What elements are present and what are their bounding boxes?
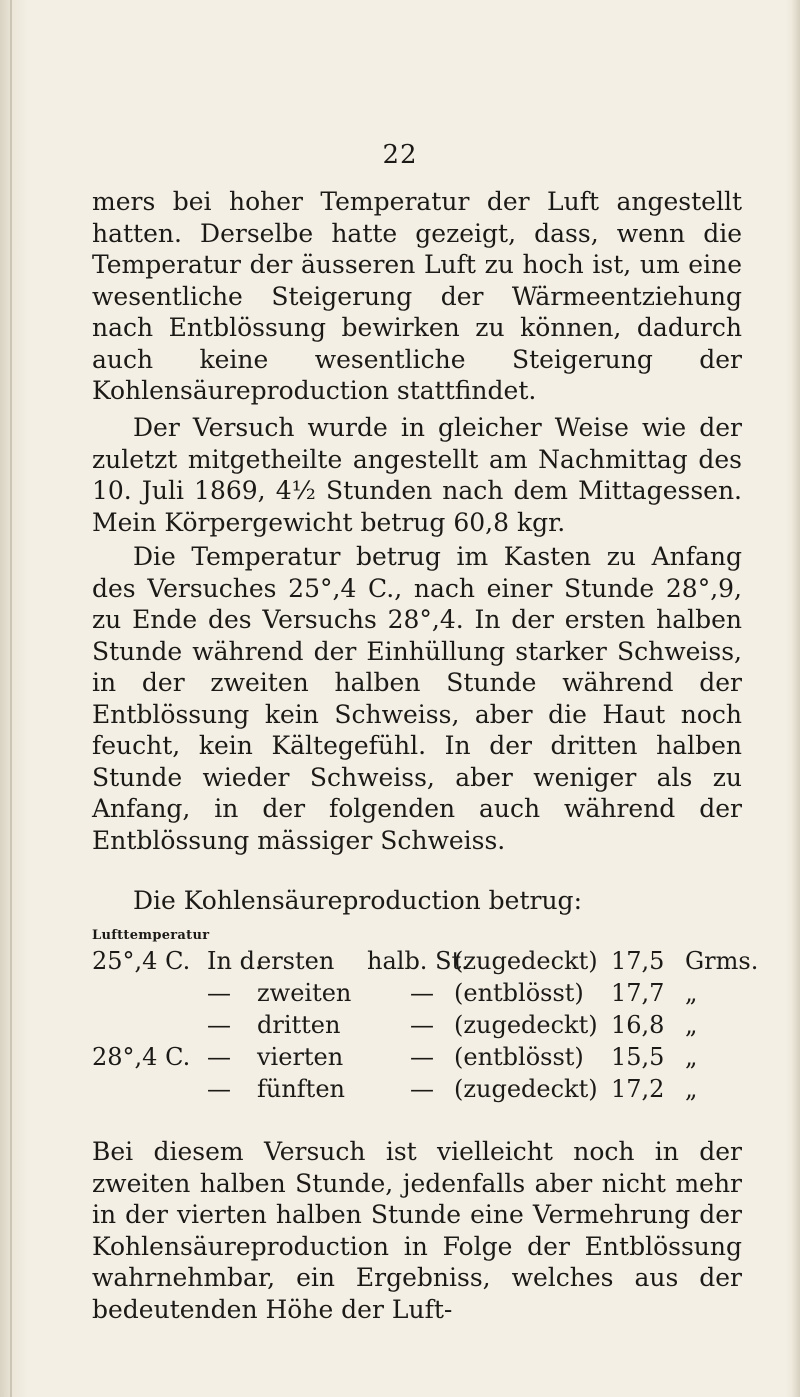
cell-halb: halb. St. xyxy=(367,947,469,975)
table-row xyxy=(92,945,759,977)
cell-unit: „ xyxy=(685,1011,698,1039)
table-column-header: Lufttemperatur xyxy=(92,928,210,943)
cell-prefix: — xyxy=(207,1043,231,1071)
cell-dash: — xyxy=(410,1043,434,1071)
cell-unit: „ xyxy=(685,979,698,1007)
page-binding-edge xyxy=(0,0,28,1397)
cell-prefix: In d. xyxy=(207,947,263,975)
cell-ordinal: zweiten xyxy=(257,979,352,1007)
cell-unit: „ xyxy=(685,1043,698,1071)
page-number: 22 xyxy=(382,140,418,170)
cell-ordinal: ersten xyxy=(257,947,335,975)
page-right-edge xyxy=(786,0,800,1397)
cell-value: 17,5 xyxy=(611,947,665,975)
cell-dash: — xyxy=(410,979,434,1007)
cell-prefix: — xyxy=(207,1011,231,1039)
cell-state: (zugedeckt) xyxy=(454,1011,598,1039)
table-row xyxy=(92,977,752,1009)
paragraph-experiment-setup: Der Versuch wurde in gleicher Weise wie der zuletzt mitgetheilte angestellt am Nachmittag des 10. Juli 1869, 4½ Stunden nach dem Mittagessen. Mein Körpergewicht betrug 60,8 kgr. xyxy=(92,413,742,537)
cell-state: (zugedeckt) xyxy=(454,1075,598,1103)
cell-value: 16,8 xyxy=(611,1011,665,1039)
cell-dash: — xyxy=(410,1075,434,1103)
cell-value: 15,5 xyxy=(611,1043,665,1071)
cell-unit: „ xyxy=(685,1075,698,1103)
cell-dash: — xyxy=(410,1011,434,1039)
paragraph-temperature-observations: Die Temperatur betrug im Kasten zu Anfang des Versuches 25°,4 C., nach einer Stunde 28°,9, zu Ende des Versuchs 28°,4. In der ersten halben Stunde während der Einhüllung starker Schweiss, in der zweiten halben Stunde während der Entblössung kein Schweiss, aber die Haut noch feucht, kein Kältegefühl. In der dritten halben Stunde wieder Schweiss, aber weniger als zu Anfang, in der folgenden auch während der Entblössung mässiger Schweiss. xyxy=(92,542,742,855)
cell-state: (entblösst) xyxy=(454,979,584,1007)
cell-value: 17,7 xyxy=(611,979,665,1007)
cell-ordinal: fünften xyxy=(257,1075,345,1103)
table-row xyxy=(92,1009,752,1041)
paragraph-continuation: mers bei hoher Temperatur der Luft angestellt hatten. Derselbe hatte gezeigt, dass, wenn die Temperatur der äusseren Luft zu hoch ist, um eine wesentliche Steigerung der Wärmeentziehung nach Entblössung bewirken zu können, dadurch auch keine wesentliche Steigerung der Kohlensäureproduction stattfindet. xyxy=(92,187,742,405)
cell-temperature: 28°,4 C. xyxy=(92,1043,191,1071)
table-row xyxy=(92,1073,752,1105)
cell-state: (zugedeckt) xyxy=(454,947,598,975)
cell-ordinal: vierten xyxy=(257,1043,344,1071)
cell-ordinal: dritten xyxy=(257,1011,341,1039)
cell-value: 17,2 xyxy=(611,1075,665,1103)
cell-prefix: — xyxy=(207,1075,231,1103)
cell-prefix: — xyxy=(207,979,231,1007)
cell-unit: Grms. xyxy=(685,947,759,975)
paragraph-conclusion: Bei diesem Versuch ist vielleicht noch in der zweiten halben Stunde, jedenfalls aber nicht mehr in der vierten halben Stunde eine Vermehrung der Kohlensäureproduction in Folge der Entblössung wahrnehmbar, ein Ergebniss, welches aus der bedeutenden Höhe der Luft- xyxy=(92,1137,742,1324)
cell-temperature: 25°,4 C. xyxy=(92,947,191,975)
table-intro: Die Kohlensäureproduction betrug: xyxy=(133,886,582,915)
table-row xyxy=(92,1041,752,1073)
cell-state: (entblösst) xyxy=(454,1043,584,1071)
co2-production-table xyxy=(92,945,759,1105)
